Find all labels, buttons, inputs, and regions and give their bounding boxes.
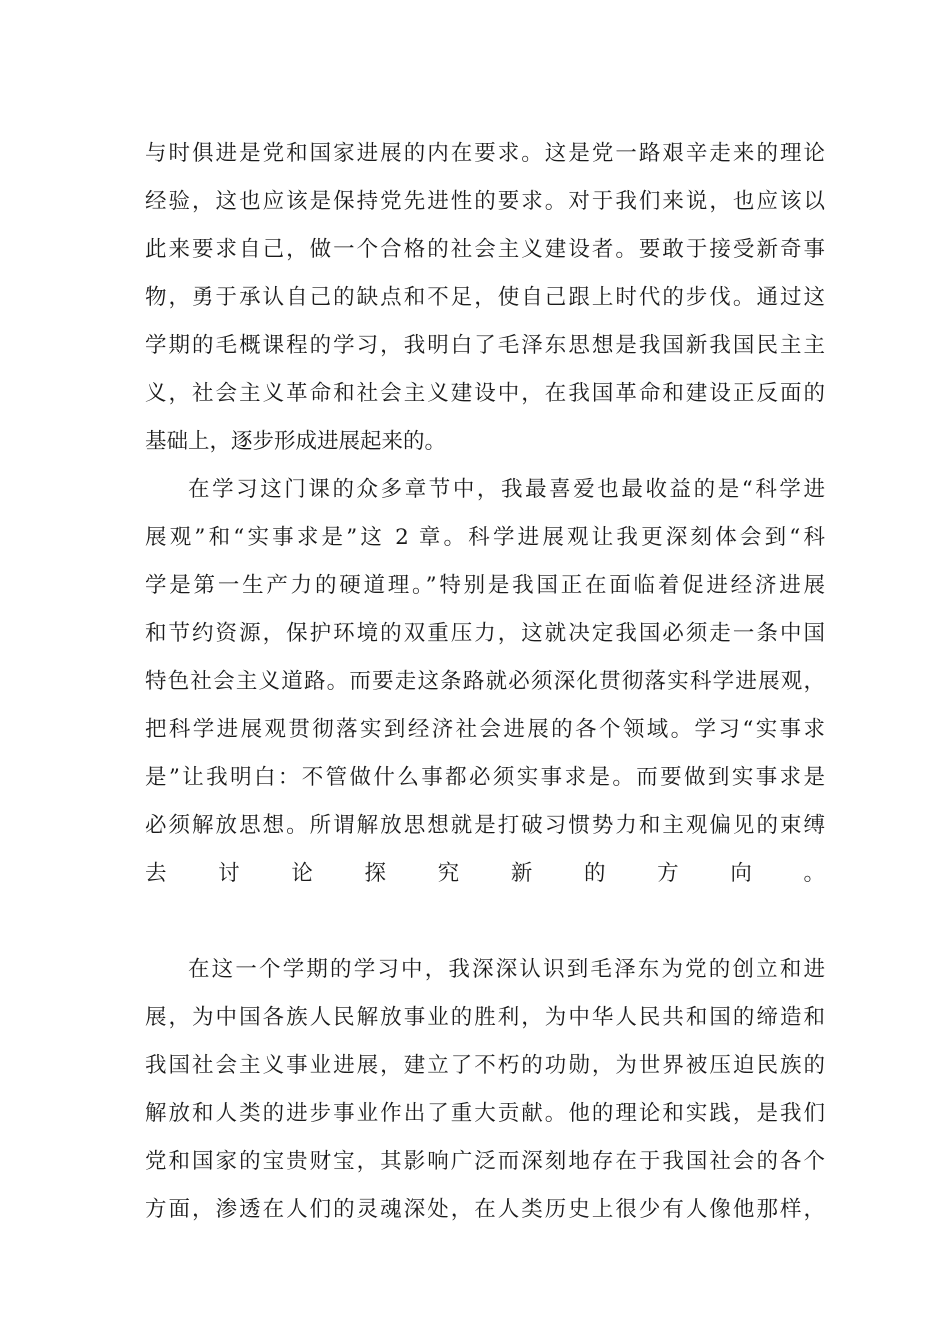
text-line: 展，为中国各族人民解放事业的胜利，为中华人民共和国的缔造和 <box>145 1005 825 1030</box>
text-line: 在这一个学期的学习中，我深深认识到毛泽东为党的创立和进 <box>188 957 825 982</box>
text-line: 解放和人类的进步事业作出了重大贡献。他的理论和实践，是我们 <box>145 1101 825 1126</box>
text-line: 把科学进展观贯彻落实到经济社会进展的各个领域。学习“实事求 <box>145 717 825 742</box>
text-line: 基础上，逐步形成进展起来的。 <box>145 429 447 454</box>
text-line: 特色社会主义道路。而要走这条路就必须深化贯彻落实科学进展观， <box>145 669 825 694</box>
body-text <box>145 130 825 1234</box>
text-line: 与时俱进是党和国家进展的内在要求。这是党一路艰辛走来的理论 <box>145 141 825 166</box>
text-line: 是”让我明白：不管做什么事都必须实事求是。而要做到实事求是 <box>145 765 825 790</box>
text-line: 学期的毛概课程的学习，我明白了毛泽东思想是我国新我国民主主 <box>145 333 825 358</box>
text-line: 在学习这门课的众多章节中，我最喜爱也最收益的是“科学进 <box>188 477 825 502</box>
text-line: 学是第一生产力的硬道理。”特别是我国正在面临着促进经济进展 <box>145 573 825 598</box>
text-line: 经验，这也应该是保持党先进性的要求。对于我们来说，也应该以 <box>145 189 825 214</box>
paragraph-2 <box>145 466 825 946</box>
text-line: 方面，渗透在人们的灵魂深处，在人类历史上很少有人像他那样， <box>145 1197 825 1222</box>
text-line: 我国社会主义事业进展，建立了不朽的功勋，为世界被压迫民族的 <box>145 1053 825 1078</box>
text-line: 党和国家的宝贵财宝，其影响广泛而深刻地存在于我国社会的各个 <box>145 1149 825 1174</box>
text-line: 和节约资源，保护环境的双重压力，这就决定我国必须走一条中国 <box>145 621 825 646</box>
text-line <box>145 898 825 946</box>
text-line: 义，社会主义革命和社会主义建设中，在我国革命和建设正反面的 <box>145 381 825 406</box>
text-line: 物，勇于承认自己的缺点和不足，使自己跟上时代的步伐。通过这 <box>145 285 825 310</box>
paragraph-3 <box>145 946 825 1234</box>
text-line: 去讨论探究新的方向。 <box>145 861 825 886</box>
text-line: 展观”和“实事求是”这 2 章。科学进展观让我更深刻体会到“科 <box>145 525 825 550</box>
text-line: 必须解放思想。所谓解放思想就是打破习惯势力和主观偏见的束缚 <box>145 813 825 838</box>
text-line: 此来要求自己，做一个合格的社会主义建设者。要敢于接受新奇事 <box>145 237 825 262</box>
paragraph-1 <box>145 130 825 466</box>
